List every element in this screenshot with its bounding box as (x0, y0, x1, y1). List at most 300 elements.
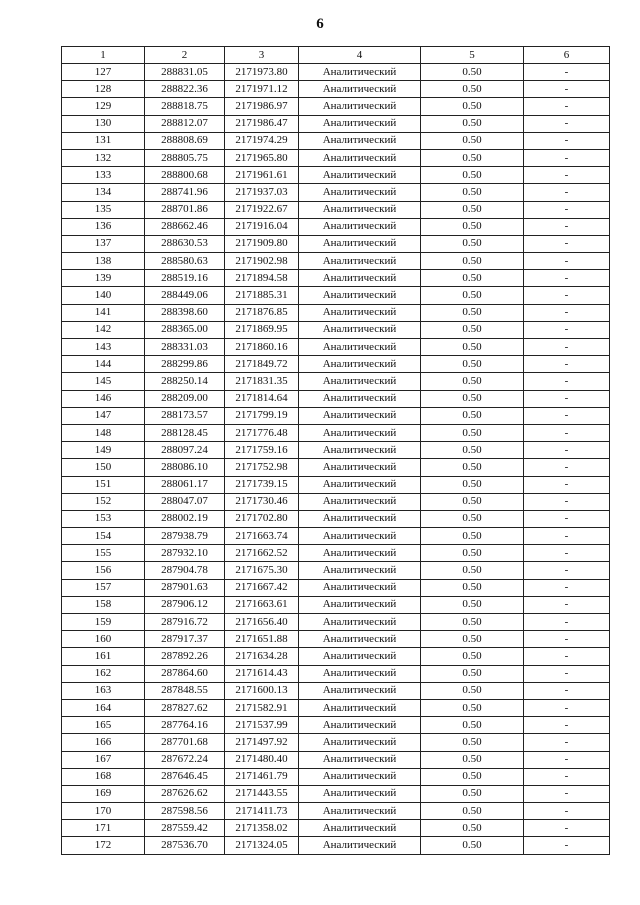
point-number-cell: 149 (62, 442, 145, 459)
y-coordinate-cell: 2171662.52 (225, 545, 299, 562)
point-number-cell: 138 (62, 253, 145, 270)
x-coordinate-cell: 287672.24 (145, 751, 225, 768)
accuracy-cell: 0.50 (421, 837, 524, 854)
x-coordinate-cell: 287901.63 (145, 579, 225, 596)
x-coordinate-cell: 287764.16 (145, 717, 225, 734)
table-row (62, 579, 610, 596)
note-cell: - (524, 270, 610, 287)
note-cell: - (524, 820, 610, 837)
note-cell: - (524, 803, 610, 820)
point-number-cell: 170 (62, 803, 145, 820)
note-cell: - (524, 287, 610, 304)
x-coordinate-cell: 288741.96 (145, 184, 225, 201)
method-cell: Аналитический (299, 407, 421, 424)
note-cell: - (524, 562, 610, 579)
point-number-cell: 162 (62, 665, 145, 682)
point-number-cell: 129 (62, 98, 145, 115)
accuracy-cell: 0.50 (421, 115, 524, 132)
accuracy-cell: 0.50 (421, 287, 524, 304)
point-number-cell: 151 (62, 476, 145, 493)
y-coordinate-cell: 2171814.64 (225, 390, 299, 407)
x-coordinate-cell: 287864.60 (145, 665, 225, 682)
point-number-cell: 137 (62, 235, 145, 252)
method-cell: Аналитический (299, 81, 421, 98)
point-number-cell: 130 (62, 115, 145, 132)
table-row (62, 459, 610, 476)
accuracy-cell: 0.50 (421, 562, 524, 579)
table-row (62, 648, 610, 665)
table-row (62, 562, 610, 579)
point-number-cell: 150 (62, 459, 145, 476)
point-number-cell: 144 (62, 356, 145, 373)
method-cell: Аналитический (299, 442, 421, 459)
method-cell: Аналитический (299, 270, 421, 287)
method-cell: Аналитический (299, 562, 421, 579)
point-number-cell: 153 (62, 510, 145, 527)
method-cell: Аналитический (299, 631, 421, 648)
accuracy-cell: 0.50 (421, 424, 524, 441)
table-row (62, 132, 610, 149)
x-coordinate-cell: 287906.12 (145, 596, 225, 613)
y-coordinate-cell: 2171537.99 (225, 717, 299, 734)
table-row (62, 442, 610, 459)
x-coordinate-cell: 287848.55 (145, 682, 225, 699)
accuracy-cell: 0.50 (421, 528, 524, 545)
y-coordinate-cell: 2171324.05 (225, 837, 299, 854)
note-cell: - (524, 218, 610, 235)
y-coordinate-cell: 2171869.95 (225, 321, 299, 338)
method-cell: Аналитический (299, 356, 421, 373)
note-cell: - (524, 699, 610, 716)
table-row (62, 184, 610, 201)
note-cell: - (524, 442, 610, 459)
accuracy-cell: 0.50 (421, 304, 524, 321)
note-cell: - (524, 837, 610, 854)
note-cell: - (524, 201, 610, 218)
x-coordinate-cell: 288331.03 (145, 339, 225, 356)
accuracy-cell: 0.50 (421, 614, 524, 631)
column-header-6: 6 (524, 47, 610, 64)
table-row (62, 218, 610, 235)
table-row (62, 304, 610, 321)
x-coordinate-cell: 288299.86 (145, 356, 225, 373)
method-cell: Аналитический (299, 390, 421, 407)
note-cell: - (524, 149, 610, 166)
method-cell: Аналитический (299, 682, 421, 699)
point-number-cell: 136 (62, 218, 145, 235)
accuracy-cell: 0.50 (421, 64, 524, 81)
method-cell: Аналитический (299, 614, 421, 631)
x-coordinate-cell: 288061.17 (145, 476, 225, 493)
point-number-cell: 155 (62, 545, 145, 562)
y-coordinate-cell: 2171916.04 (225, 218, 299, 235)
x-coordinate-cell: 288250.14 (145, 373, 225, 390)
y-coordinate-cell: 2171614.43 (225, 665, 299, 682)
method-cell: Аналитический (299, 459, 421, 476)
page-number: 6 (316, 16, 324, 32)
column-header-5: 5 (421, 47, 524, 64)
point-number-cell: 132 (62, 149, 145, 166)
table-row (62, 98, 610, 115)
note-cell: - (524, 510, 610, 527)
accuracy-cell: 0.50 (421, 751, 524, 768)
note-cell: - (524, 596, 610, 613)
x-coordinate-cell: 287646.45 (145, 768, 225, 785)
table-row (62, 115, 610, 132)
y-coordinate-cell: 2171667.42 (225, 579, 299, 596)
table-row (62, 614, 610, 631)
x-coordinate-cell: 288812.07 (145, 115, 225, 132)
method-cell: Аналитический (299, 184, 421, 201)
note-cell: - (524, 459, 610, 476)
table-row (62, 785, 610, 802)
table-row (62, 803, 610, 820)
x-coordinate-cell: 287598.56 (145, 803, 225, 820)
accuracy-cell: 0.50 (421, 596, 524, 613)
y-coordinate-cell: 2171675.30 (225, 562, 299, 579)
point-number-cell: 143 (62, 339, 145, 356)
point-number-cell: 159 (62, 614, 145, 631)
accuracy-cell: 0.50 (421, 98, 524, 115)
table-row (62, 510, 610, 527)
y-coordinate-cell: 2171974.29 (225, 132, 299, 149)
method-cell: Аналитический (299, 98, 421, 115)
accuracy-cell: 0.50 (421, 665, 524, 682)
point-number-cell: 158 (62, 596, 145, 613)
method-cell: Аналитический (299, 339, 421, 356)
table-row (62, 820, 610, 837)
table-body (62, 64, 610, 855)
point-number-cell: 135 (62, 201, 145, 218)
point-number-cell: 163 (62, 682, 145, 699)
y-coordinate-cell: 2171894.58 (225, 270, 299, 287)
accuracy-cell: 0.50 (421, 579, 524, 596)
y-coordinate-cell: 2171849.72 (225, 356, 299, 373)
method-cell: Аналитический (299, 510, 421, 527)
y-coordinate-cell: 2171702.80 (225, 510, 299, 527)
accuracy-cell: 0.50 (421, 631, 524, 648)
point-number-cell: 165 (62, 717, 145, 734)
table-row (62, 356, 610, 373)
method-cell: Аналитический (299, 528, 421, 545)
x-coordinate-cell: 288097.24 (145, 442, 225, 459)
point-number-cell: 127 (62, 64, 145, 81)
method-cell: Аналитический (299, 665, 421, 682)
point-number-cell: 146 (62, 390, 145, 407)
accuracy-cell: 0.50 (421, 734, 524, 751)
x-coordinate-cell: 288808.69 (145, 132, 225, 149)
note-cell: - (524, 321, 610, 338)
y-coordinate-cell: 2171651.88 (225, 631, 299, 648)
point-number-cell: 164 (62, 699, 145, 716)
method-cell: Аналитический (299, 545, 421, 562)
table-row (62, 390, 610, 407)
method-cell: Аналитический (299, 785, 421, 802)
point-number-cell: 160 (62, 631, 145, 648)
y-coordinate-cell: 2171461.79 (225, 768, 299, 785)
point-number-cell: 142 (62, 321, 145, 338)
x-coordinate-cell: 288002.19 (145, 510, 225, 527)
note-cell: - (524, 356, 610, 373)
table-row (62, 149, 610, 166)
method-cell: Аналитический (299, 304, 421, 321)
y-coordinate-cell: 2171971.12 (225, 81, 299, 98)
accuracy-cell: 0.50 (421, 699, 524, 716)
y-coordinate-cell: 2171759.16 (225, 442, 299, 459)
x-coordinate-cell: 288086.10 (145, 459, 225, 476)
accuracy-cell: 0.50 (421, 218, 524, 235)
x-coordinate-cell: 288398.60 (145, 304, 225, 321)
x-coordinate-cell: 288662.46 (145, 218, 225, 235)
y-coordinate-cell: 2171860.16 (225, 339, 299, 356)
note-cell: - (524, 81, 610, 98)
y-coordinate-cell: 2171358.02 (225, 820, 299, 837)
note-cell: - (524, 253, 610, 270)
x-coordinate-cell: 287938.79 (145, 528, 225, 545)
point-number-cell: 154 (62, 528, 145, 545)
method-cell: Аналитический (299, 803, 421, 820)
method-cell: Аналитический (299, 579, 421, 596)
point-number-cell: 157 (62, 579, 145, 596)
accuracy-cell: 0.50 (421, 648, 524, 665)
x-coordinate-cell: 288580.63 (145, 253, 225, 270)
accuracy-cell: 0.50 (421, 270, 524, 287)
accuracy-cell: 0.50 (421, 820, 524, 837)
x-coordinate-cell: 288831.05 (145, 64, 225, 81)
note-cell: - (524, 115, 610, 132)
method-cell: Аналитический (299, 253, 421, 270)
x-coordinate-cell: 288818.75 (145, 98, 225, 115)
point-number-cell: 172 (62, 837, 145, 854)
note-cell: - (524, 768, 610, 785)
method-cell: Аналитический (299, 717, 421, 734)
x-coordinate-cell: 287932.10 (145, 545, 225, 562)
method-cell: Аналитический (299, 734, 421, 751)
table-row (62, 545, 610, 562)
table-row (62, 699, 610, 716)
note-cell: - (524, 184, 610, 201)
accuracy-cell: 0.50 (421, 510, 524, 527)
header-row (62, 47, 610, 64)
note-cell: - (524, 579, 610, 596)
note-cell: - (524, 304, 610, 321)
y-coordinate-cell: 2171973.80 (225, 64, 299, 81)
table-header (62, 47, 610, 64)
x-coordinate-cell: 287917.37 (145, 631, 225, 648)
accuracy-cell: 0.50 (421, 149, 524, 166)
y-coordinate-cell: 2171730.46 (225, 493, 299, 510)
column-header-1: 1 (62, 47, 145, 64)
table-row (62, 768, 610, 785)
note-cell: - (524, 390, 610, 407)
y-coordinate-cell: 2171986.97 (225, 98, 299, 115)
point-number-cell: 134 (62, 184, 145, 201)
table-row (62, 64, 610, 81)
accuracy-cell: 0.50 (421, 321, 524, 338)
method-cell: Аналитический (299, 132, 421, 149)
x-coordinate-cell: 287827.62 (145, 699, 225, 716)
y-coordinate-cell: 2171663.74 (225, 528, 299, 545)
method-cell: Аналитический (299, 167, 421, 184)
accuracy-cell: 0.50 (421, 167, 524, 184)
method-cell: Аналитический (299, 373, 421, 390)
note-cell: - (524, 132, 610, 149)
method-cell: Аналитический (299, 596, 421, 613)
table-row (62, 751, 610, 768)
table-row (62, 201, 610, 218)
table-row (62, 682, 610, 699)
x-coordinate-cell: 288519.16 (145, 270, 225, 287)
table-row (62, 734, 610, 751)
x-coordinate-cell: 287626.62 (145, 785, 225, 802)
x-coordinate-cell: 288449.06 (145, 287, 225, 304)
table-row (62, 321, 610, 338)
y-coordinate-cell: 2171961.61 (225, 167, 299, 184)
x-coordinate-cell: 288173.57 (145, 407, 225, 424)
point-number-cell: 131 (62, 132, 145, 149)
point-number-cell: 171 (62, 820, 145, 837)
note-cell: - (524, 407, 610, 424)
table-row (62, 373, 610, 390)
accuracy-cell: 0.50 (421, 253, 524, 270)
table-row (62, 270, 610, 287)
x-coordinate-cell: 288047.07 (145, 493, 225, 510)
point-number-cell: 140 (62, 287, 145, 304)
accuracy-cell: 0.50 (421, 184, 524, 201)
note-cell: - (524, 373, 610, 390)
table-row (62, 253, 610, 270)
method-cell: Аналитический (299, 751, 421, 768)
x-coordinate-cell: 287559.42 (145, 820, 225, 837)
x-coordinate-cell: 288800.68 (145, 167, 225, 184)
table-row (62, 837, 610, 854)
method-cell: Аналитический (299, 699, 421, 716)
accuracy-cell: 0.50 (421, 682, 524, 699)
note-cell: - (524, 631, 610, 648)
y-coordinate-cell: 2171582.91 (225, 699, 299, 716)
accuracy-cell: 0.50 (421, 442, 524, 459)
note-cell: - (524, 751, 610, 768)
table-row (62, 476, 610, 493)
table-row (62, 339, 610, 356)
method-cell: Аналитический (299, 648, 421, 665)
y-coordinate-cell: 2171986.47 (225, 115, 299, 132)
accuracy-cell: 0.50 (421, 493, 524, 510)
x-coordinate-cell: 288128.45 (145, 424, 225, 441)
y-coordinate-cell: 2171965.80 (225, 149, 299, 166)
note-cell: - (524, 98, 610, 115)
y-coordinate-cell: 2171443.55 (225, 785, 299, 802)
x-coordinate-cell: 288822.36 (145, 81, 225, 98)
y-coordinate-cell: 2171634.28 (225, 648, 299, 665)
table-row (62, 631, 610, 648)
table-row (62, 424, 610, 441)
y-coordinate-cell: 2171799.19 (225, 407, 299, 424)
y-coordinate-cell: 2171663.61 (225, 596, 299, 613)
note-cell: - (524, 717, 610, 734)
y-coordinate-cell: 2171885.31 (225, 287, 299, 304)
accuracy-cell: 0.50 (421, 476, 524, 493)
note-cell: - (524, 648, 610, 665)
y-coordinate-cell: 2171656.40 (225, 614, 299, 631)
note-cell: - (524, 424, 610, 441)
point-number-cell: 169 (62, 785, 145, 802)
accuracy-cell: 0.50 (421, 132, 524, 149)
x-coordinate-cell: 288701.86 (145, 201, 225, 218)
x-coordinate-cell: 288209.00 (145, 390, 225, 407)
point-number-cell: 161 (62, 648, 145, 665)
y-coordinate-cell: 2171752.98 (225, 459, 299, 476)
accuracy-cell: 0.50 (421, 81, 524, 98)
note-cell: - (524, 476, 610, 493)
method-cell: Аналитический (299, 64, 421, 81)
method-cell: Аналитический (299, 201, 421, 218)
table-row (62, 287, 610, 304)
x-coordinate-cell: 287892.26 (145, 648, 225, 665)
accuracy-cell: 0.50 (421, 459, 524, 476)
note-cell: - (524, 665, 610, 682)
table-row (62, 493, 610, 510)
x-coordinate-cell: 288365.00 (145, 321, 225, 338)
point-number-cell: 141 (62, 304, 145, 321)
method-cell: Аналитический (299, 218, 421, 235)
method-cell: Аналитический (299, 424, 421, 441)
accuracy-cell: 0.50 (421, 373, 524, 390)
column-header-2: 2 (145, 47, 225, 64)
coordinates-table (61, 46, 610, 855)
x-coordinate-cell: 287701.68 (145, 734, 225, 751)
note-cell: - (524, 682, 610, 699)
point-number-cell: 152 (62, 493, 145, 510)
note-cell: - (524, 545, 610, 562)
table-row (62, 528, 610, 545)
table-row (62, 81, 610, 98)
point-number-cell: 156 (62, 562, 145, 579)
note-cell: - (524, 785, 610, 802)
point-number-cell: 167 (62, 751, 145, 768)
y-coordinate-cell: 2171480.40 (225, 751, 299, 768)
note-cell: - (524, 64, 610, 81)
table-row (62, 717, 610, 734)
accuracy-cell: 0.50 (421, 785, 524, 802)
method-cell: Аналитический (299, 287, 421, 304)
method-cell: Аналитический (299, 493, 421, 510)
method-cell: Аналитический (299, 837, 421, 854)
method-cell: Аналитический (299, 235, 421, 252)
table-row (62, 407, 610, 424)
y-coordinate-cell: 2171831.35 (225, 373, 299, 390)
accuracy-cell: 0.50 (421, 803, 524, 820)
table-row (62, 167, 610, 184)
y-coordinate-cell: 2171909.80 (225, 235, 299, 252)
point-number-cell: 147 (62, 407, 145, 424)
point-number-cell: 166 (62, 734, 145, 751)
accuracy-cell: 0.50 (421, 390, 524, 407)
accuracy-cell: 0.50 (421, 407, 524, 424)
note-cell: - (524, 167, 610, 184)
y-coordinate-cell: 2171876.85 (225, 304, 299, 321)
column-header-3: 3 (225, 47, 299, 64)
accuracy-cell: 0.50 (421, 717, 524, 734)
note-cell: - (524, 614, 610, 631)
method-cell: Аналитический (299, 768, 421, 785)
point-number-cell: 145 (62, 373, 145, 390)
accuracy-cell: 0.50 (421, 545, 524, 562)
note-cell: - (524, 235, 610, 252)
y-coordinate-cell: 2171937.03 (225, 184, 299, 201)
table-row (62, 665, 610, 682)
y-coordinate-cell: 2171411.73 (225, 803, 299, 820)
